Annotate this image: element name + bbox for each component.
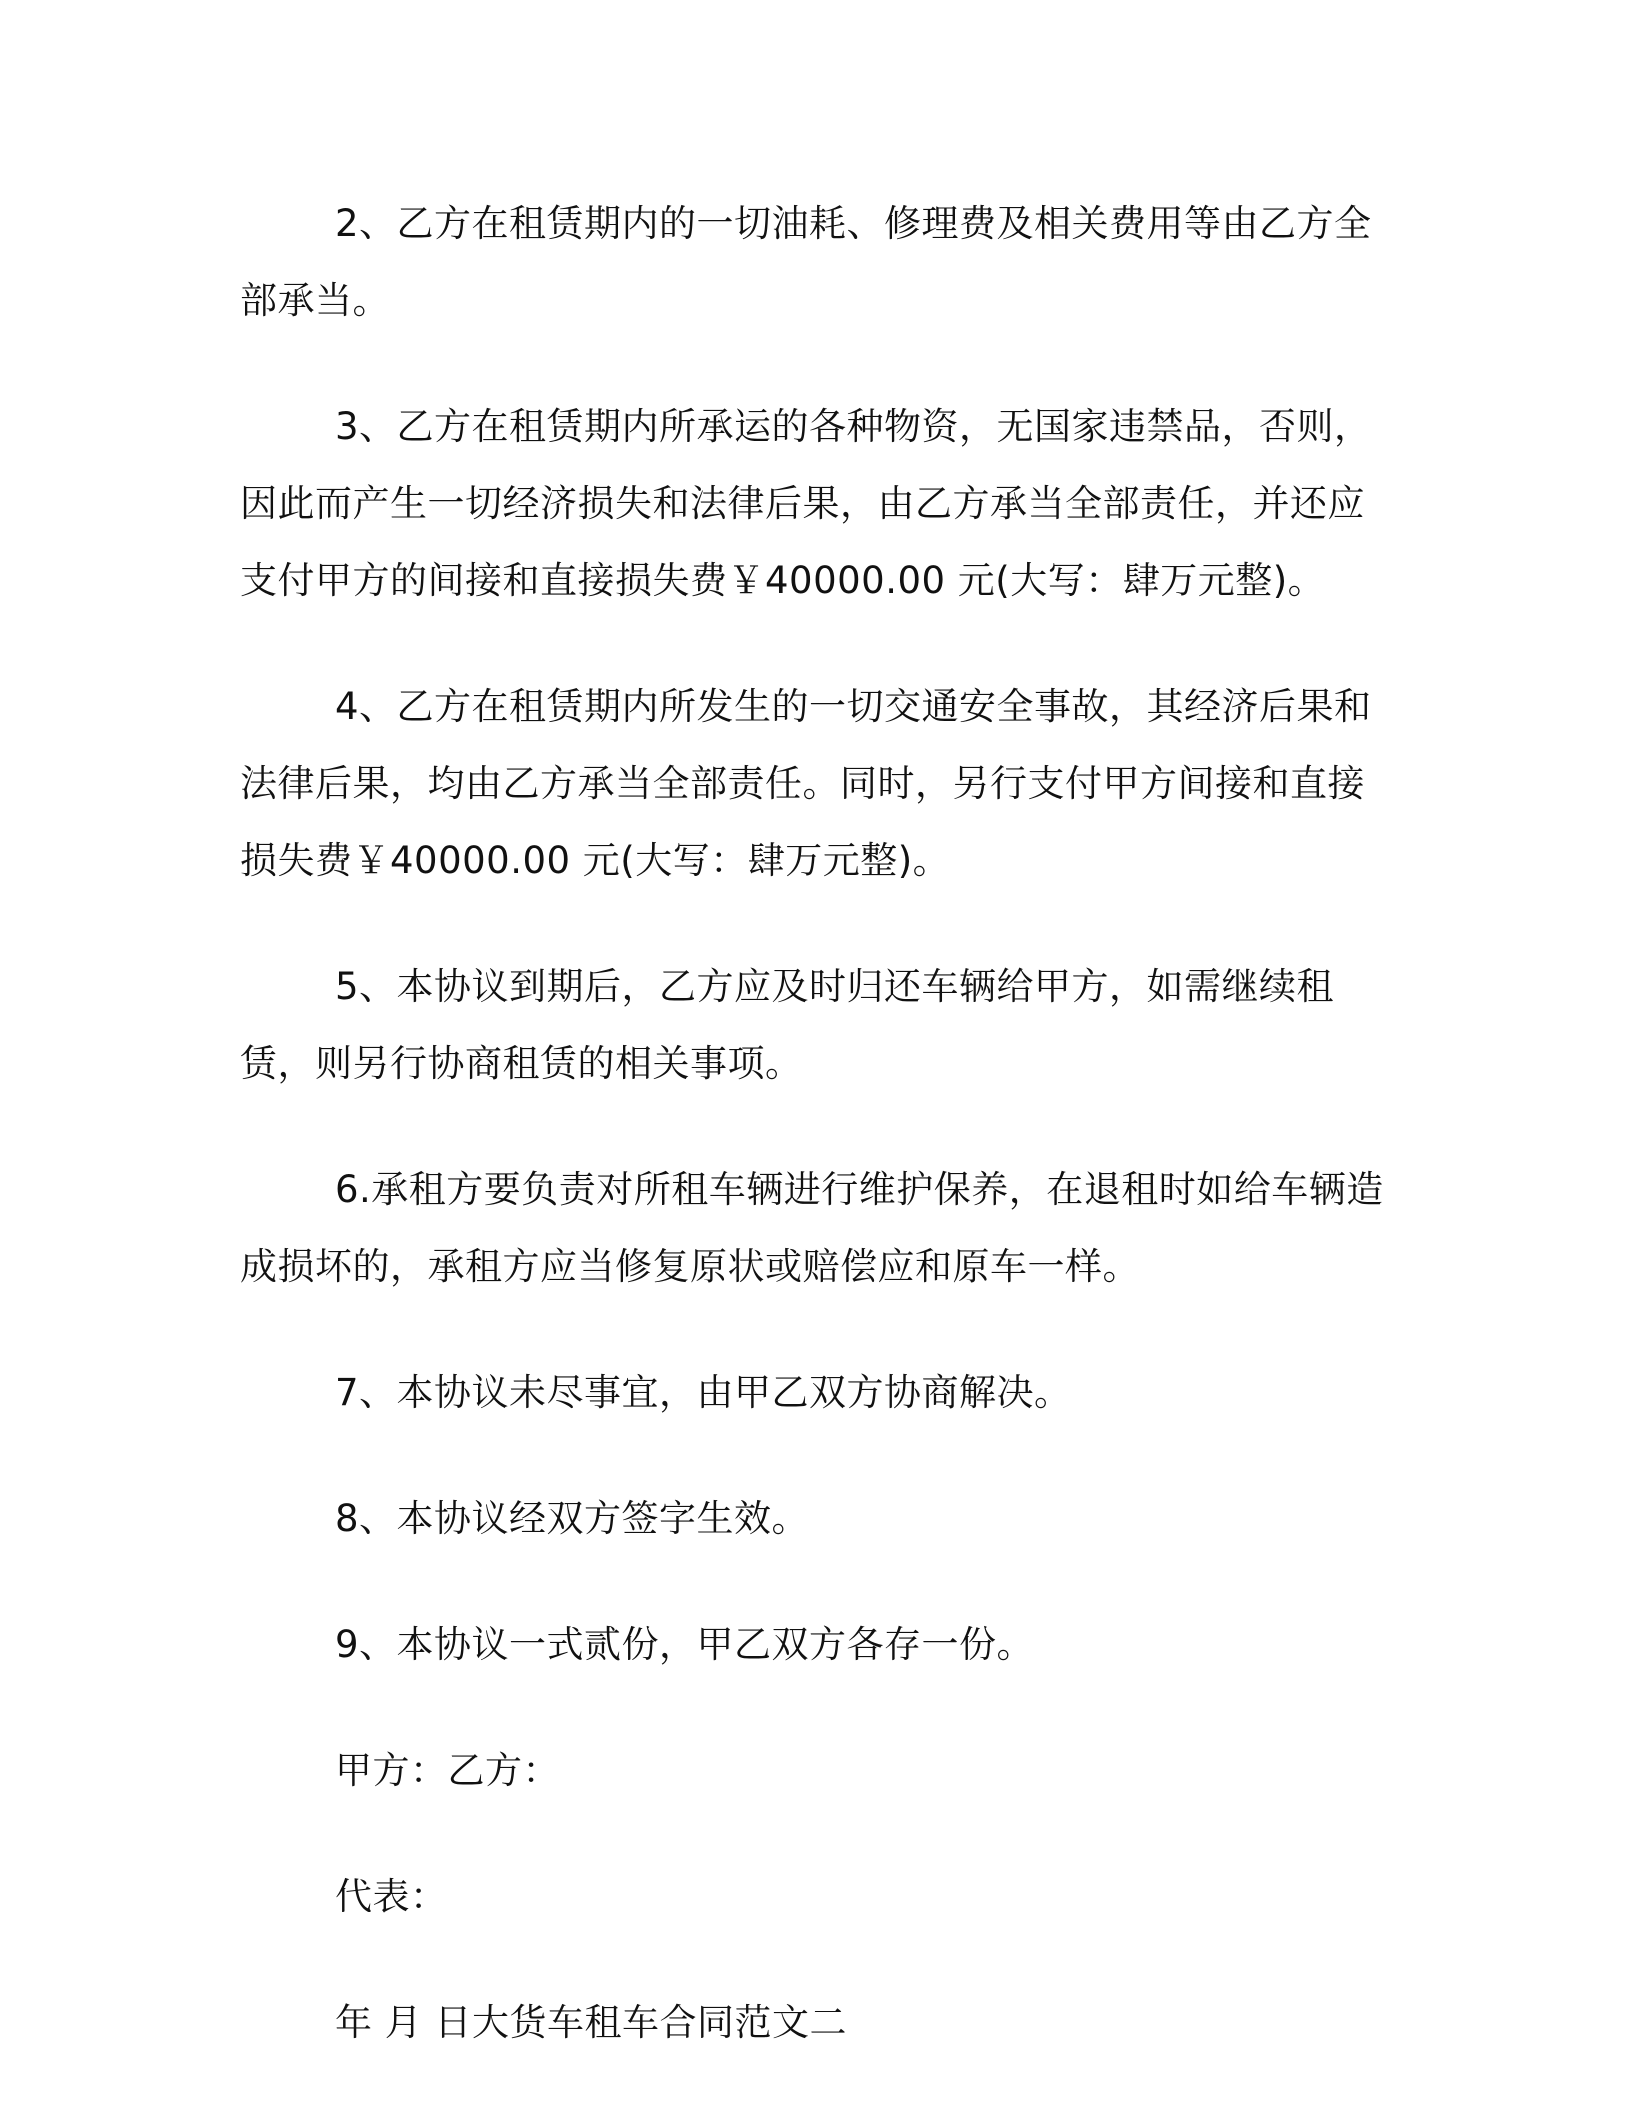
clause-5: 5、本协议到期后，乙方应及时归还车辆给甲方，如需继续租赁，则另行协商租赁的相关事项。 [240, 965, 1335, 1085]
date-and-next-title: 年 月 日大货车租车合同范文二 [335, 2001, 848, 2044]
clause-3: 3、乙方在租赁期内所承运的各种物资，无国家违禁品，否则，因此而产生一切经济损失和法律后果，由乙方承当全部责任，并还应支付甲方的间接和直接损失费￥40000.00 元(大写：肆万元整)。 [240, 405, 1372, 602]
clause-2: 2、乙方在租赁期内的一切油耗、修理费及相关费用等由乙方全部承当。 [240, 202, 1372, 322]
clause-6: 6.承租方要负责对所租车辆进行维护保养，在退租时如给车辆造成损坏的，承租方应当修复原状或赔偿应和原车一样。 [240, 1168, 1384, 1288]
clause-4: 4、乙方在租赁期内所发生的一切交通安全事故，其经济后果和法律后果，均由乙方承当全部责任。同时，另行支付甲方间接和直接损失费￥40000.00 元(大写：肆万元整)。 [240, 685, 1372, 882]
clause-9: 9、本协议一式贰份，甲乙双方各存一份。 [335, 1623, 1035, 1666]
party-signature-line: 甲方：乙方： [335, 1749, 560, 1792]
representative-line: 代表： [335, 1875, 448, 1918]
clause-8: 8、本协议经双方签字生效。 [335, 1497, 810, 1540]
clause-7: 7、本协议未尽事宜，由甲乙双方协商解决。 [335, 1371, 1072, 1414]
document-body [240, 185, 1390, 2110]
